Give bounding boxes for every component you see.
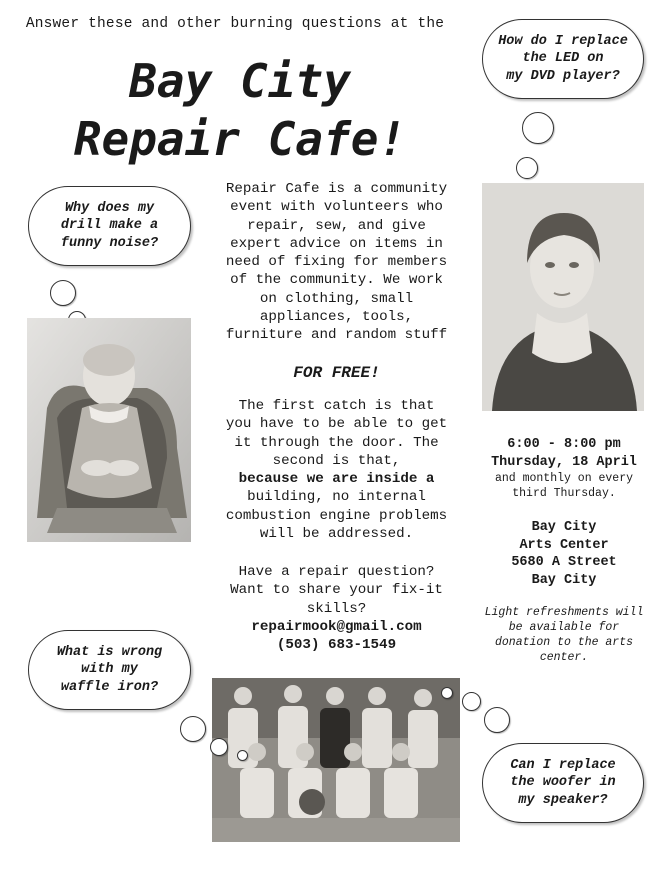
bubble-line: with my: [81, 662, 138, 678]
bubble-line: waffle iron?: [60, 679, 159, 695]
intro-line: repair, sew, and give: [247, 217, 426, 234]
catch-bold-line: because we are inside a: [238, 471, 435, 488]
thought-dot: [462, 692, 481, 711]
thought-dot: [237, 750, 248, 761]
catch-line: second is that,: [272, 452, 401, 469]
bubble-line: the woofer in: [510, 775, 616, 791]
location-line: Arts Center: [519, 537, 609, 553]
intro-line: event with volunteers who: [230, 199, 443, 216]
catch-line: will be addressed.: [259, 526, 414, 543]
bubble-line: my speaker?: [518, 792, 608, 808]
bubble-line: drill make a: [60, 218, 159, 234]
location-line: 5680 A Street: [511, 555, 617, 570]
thought-dot: [180, 716, 206, 742]
event-recurrence: third Thursday.: [512, 487, 616, 500]
event-date: Thursday, 18 April: [491, 454, 637, 470]
bubble-line: Why does my: [64, 200, 155, 216]
intro-line: Repair Cafe is a community: [225, 181, 448, 197]
catch-text: [213, 397, 460, 543]
child-photo: [27, 318, 191, 542]
note-line: donation to the arts: [494, 636, 634, 649]
contact-text: [213, 563, 460, 654]
catch-line: it through the door. The: [234, 434, 439, 451]
woman-portrait-photo: [482, 183, 644, 411]
contact-email-link[interactable]: repairmook@gmail.com: [251, 618, 422, 635]
bubble-line: my DVD player?: [506, 68, 620, 84]
event-location: [476, 519, 652, 589]
contact-line: Want to share your fix-it: [230, 582, 443, 599]
note-line: be available for: [508, 621, 620, 634]
team-group-photo: [212, 678, 460, 842]
intro-line: on clothing, small: [259, 290, 414, 307]
catch-line: building, no internal: [247, 489, 426, 506]
bubble-line: Can I replace: [510, 757, 616, 773]
page-title: [20, 52, 460, 168]
location-line: Bay City: [531, 520, 597, 535]
bubble-line: funny noise?: [60, 235, 159, 251]
catch-line: combustion engine problems: [225, 507, 448, 524]
thought-dot: [516, 157, 538, 179]
thought-dot: [210, 738, 228, 756]
for-free-heading: FOR FREE!: [293, 364, 380, 382]
location-line: Bay City: [531, 572, 597, 588]
event-recurrence: and monthly on every: [494, 472, 634, 485]
thought-dot: [50, 280, 76, 306]
contact-line: skills?: [306, 600, 367, 617]
intro-line: furniture and random stuff: [225, 327, 448, 344]
intro-line: of the community. We work: [230, 272, 443, 289]
thought-dot: [441, 687, 453, 699]
contact-phone: (503) 683-1549: [276, 637, 397, 654]
intro-line: expert advice on items in: [230, 235, 443, 252]
catch-line: you have to be able to get: [225, 416, 448, 433]
thought-bubble-woofer: [482, 743, 644, 823]
refreshments-note: [476, 605, 652, 665]
thought-dot: [484, 707, 510, 733]
title-line-2: Repair Cafe!: [73, 112, 407, 166]
tagline: Answer these and other burning questions at the: [25, 16, 445, 32]
intro-text: [213, 180, 460, 345]
catch-line: The first catch is that: [238, 398, 435, 414]
thought-bubble-dvd: [482, 19, 644, 99]
event-details: [476, 436, 652, 501]
thought-bubble-drill: [28, 186, 191, 266]
bubble-line: the LED on: [522, 51, 604, 67]
intro-line: appliances, tools,: [259, 309, 414, 326]
bubble-line: What is wrong: [56, 644, 163, 660]
event-time: 6:00 - 8:00 pm: [507, 437, 621, 452]
contact-line: Have a repair question?: [238, 564, 435, 580]
title-line-1: Bay City: [129, 54, 351, 108]
bubble-line: How do I replace: [498, 33, 628, 49]
thought-dot: [522, 112, 554, 144]
note-line: center.: [539, 651, 589, 664]
thought-bubble-waffle: [28, 630, 191, 710]
note-line: Light refreshments will: [484, 606, 644, 619]
intro-line: need of fixing for members: [225, 254, 448, 271]
